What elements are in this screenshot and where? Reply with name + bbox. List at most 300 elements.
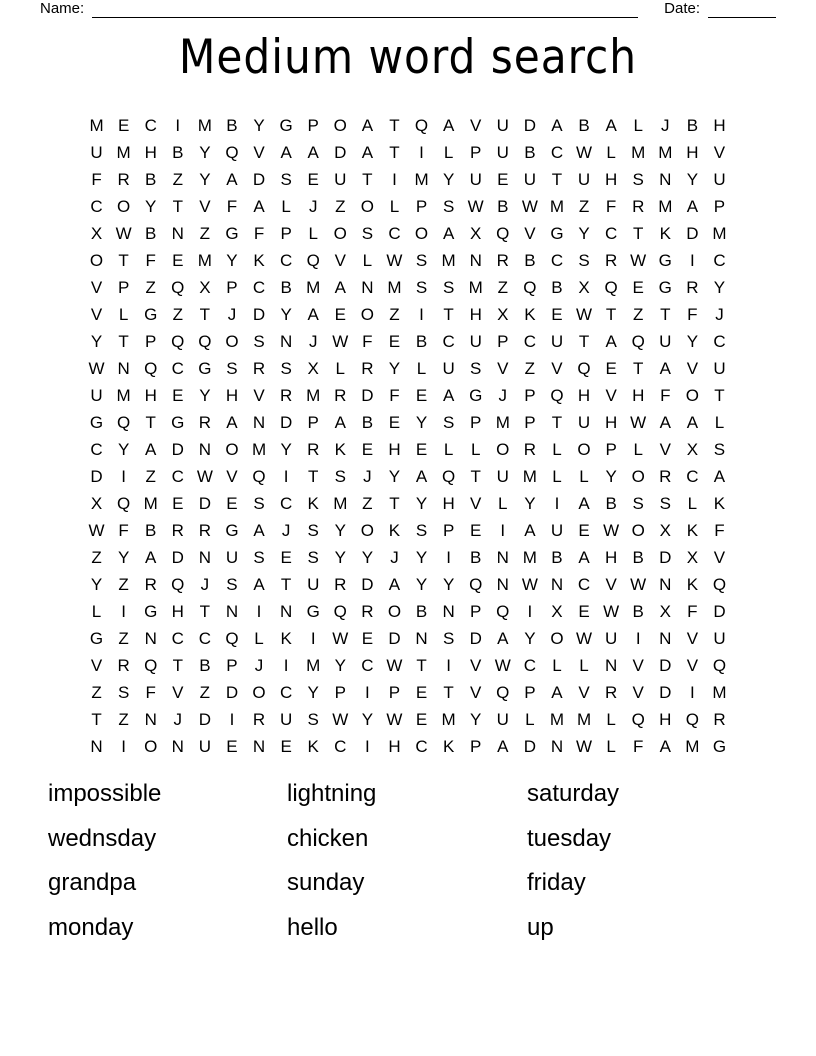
grid-letter: I bbox=[419, 305, 424, 324]
grid-letter: V bbox=[605, 575, 617, 594]
grid-letter: I bbox=[635, 629, 641, 648]
grid-letter: Y bbox=[686, 170, 699, 189]
grid-letter: C bbox=[415, 737, 428, 756]
grid-letter: D bbox=[171, 440, 184, 459]
grid-letter: J bbox=[661, 116, 670, 135]
grid-letter: K bbox=[307, 494, 319, 513]
grid-letter: Q bbox=[117, 413, 131, 432]
grid-letter: U bbox=[279, 710, 293, 729]
grid-letter: V bbox=[524, 224, 536, 243]
grid-letter: M bbox=[576, 710, 592, 729]
grid-letter: P bbox=[470, 413, 482, 432]
grid-letter: V bbox=[605, 386, 617, 405]
grid-letter: H bbox=[144, 143, 157, 162]
grid-letter: V bbox=[470, 116, 482, 135]
grid-letter: I bbox=[446, 548, 451, 567]
grid-letter: P bbox=[605, 440, 617, 459]
word-list-item: chicken bbox=[287, 824, 369, 852]
grid-letter: R bbox=[198, 521, 211, 540]
grid-letter: O bbox=[496, 440, 510, 459]
grid-letter: Q bbox=[171, 278, 185, 297]
grid-letter: U bbox=[90, 143, 103, 162]
grid-letter: Y bbox=[253, 116, 265, 135]
grid-letter: N bbox=[659, 575, 672, 594]
grid-letter: V bbox=[334, 251, 346, 270]
grid-letter: Q bbox=[225, 629, 239, 648]
grid-letter: R bbox=[334, 575, 347, 594]
name-label: Name: bbox=[40, 0, 85, 17]
grid-letter: N bbox=[171, 224, 184, 243]
grid-letter: A bbox=[578, 494, 590, 513]
grid-letter: Y bbox=[280, 440, 292, 459]
grid-letter: T bbox=[416, 656, 427, 675]
grid-letter: A bbox=[253, 521, 265, 540]
grid-letter: A bbox=[145, 548, 157, 567]
grid-letter: W bbox=[386, 656, 403, 675]
grid-letter: R bbox=[252, 710, 266, 729]
grid-letter: E bbox=[226, 494, 238, 513]
word-list-item: tuesday bbox=[527, 824, 612, 852]
grid-letter: H bbox=[469, 305, 482, 324]
grid-letter: L bbox=[633, 116, 643, 135]
grid-letter: M bbox=[116, 386, 131, 405]
grid-letter: R bbox=[198, 413, 211, 432]
grid-letter: X bbox=[551, 602, 563, 621]
grid-letter: D bbox=[225, 683, 239, 702]
grid-letter: E bbox=[334, 305, 346, 324]
grid-letter: A bbox=[388, 575, 401, 594]
grid-letter: M bbox=[387, 278, 402, 297]
grid-letter: U bbox=[90, 386, 103, 405]
grid-letter: O bbox=[414, 224, 429, 243]
grid-letter: P bbox=[280, 224, 292, 243]
grid-letter: W bbox=[521, 575, 538, 594]
grid-letter: S bbox=[361, 224, 374, 243]
grid-letter: K bbox=[253, 251, 265, 270]
grid-letter: P bbox=[470, 602, 482, 621]
grid-letter: R bbox=[144, 575, 157, 594]
grid-letter: R bbox=[632, 197, 645, 216]
grid-letter: W bbox=[88, 521, 105, 540]
grid-letter: O bbox=[360, 521, 374, 540]
grid-letter: W bbox=[630, 413, 647, 432]
grid-letter: R bbox=[686, 278, 699, 297]
grid-letter: P bbox=[524, 386, 536, 405]
grid-letter: G bbox=[144, 305, 158, 324]
grid-letter: F bbox=[389, 386, 400, 405]
grid-letter: N bbox=[279, 602, 293, 621]
grid-letter: W bbox=[521, 197, 538, 216]
grid-letter: F bbox=[253, 224, 265, 243]
grid-letter: N bbox=[361, 278, 374, 297]
word-list-item: wednsday bbox=[48, 824, 157, 852]
grid-letter: T bbox=[118, 332, 129, 351]
grid-letter: D bbox=[361, 575, 374, 594]
grid-letter: M bbox=[414, 170, 429, 189]
grid-letter: S bbox=[253, 548, 265, 567]
grid-letter: S bbox=[253, 332, 265, 351]
grid-letter: U bbox=[550, 521, 564, 540]
grid-letter: Y bbox=[117, 440, 130, 459]
grid-letter: U bbox=[604, 629, 618, 648]
grid-letter: Y bbox=[199, 143, 211, 162]
grid-letter: S bbox=[280, 170, 292, 189]
grid-letter: D bbox=[686, 224, 699, 243]
grid-letter: U bbox=[469, 332, 482, 351]
grid-letter: V bbox=[253, 386, 265, 405]
grid-letter: V bbox=[470, 683, 482, 702]
grid-letter: T bbox=[389, 494, 400, 513]
grid-letter: C bbox=[713, 332, 726, 351]
grid-letter: I bbox=[365, 683, 370, 702]
grid-letter: A bbox=[497, 737, 509, 756]
grid-letter: C bbox=[171, 467, 184, 486]
grid-letter: W bbox=[630, 251, 647, 270]
grid-letter: I bbox=[527, 602, 533, 621]
grid-letter: T bbox=[605, 305, 617, 324]
grid-letter: X bbox=[470, 224, 482, 243]
grid-letter: Z bbox=[91, 683, 102, 702]
grid-letter: Y bbox=[415, 413, 428, 432]
grid-letter: Q bbox=[577, 359, 591, 378]
grid-letter: P bbox=[713, 197, 726, 216]
grid-letter: B bbox=[226, 116, 238, 135]
grid-letter: M bbox=[549, 710, 565, 729]
grid-letter: B bbox=[686, 116, 699, 135]
grid-letter: F bbox=[91, 170, 102, 189]
grid-letter: L bbox=[525, 710, 535, 729]
grid-letter: M bbox=[631, 143, 646, 162]
grid-letter: M bbox=[495, 413, 510, 432]
grid-letter: Q bbox=[523, 278, 537, 297]
grid-letter: V bbox=[497, 359, 509, 378]
grid-letter: T bbox=[280, 575, 292, 594]
grid-letter: L bbox=[498, 494, 508, 513]
grid-letter: M bbox=[549, 197, 565, 216]
grid-letter: J bbox=[308, 332, 318, 351]
grid-letter: L bbox=[552, 467, 562, 486]
grid-letter: U bbox=[577, 170, 591, 189]
grid-letter: W bbox=[332, 332, 349, 351]
grid-letter: J bbox=[173, 710, 183, 729]
grid-letter: S bbox=[442, 629, 455, 648]
grid-letter: A bbox=[497, 629, 509, 648]
grid-letter: R bbox=[307, 440, 320, 459]
grid-letter: L bbox=[714, 413, 725, 432]
grid-letter: Q bbox=[333, 602, 347, 621]
grid-letter: R bbox=[496, 251, 509, 270]
grid-letter: E bbox=[280, 737, 292, 756]
grid-letter: A bbox=[307, 143, 319, 162]
grid-letter: J bbox=[308, 197, 318, 216]
grid-letter: Y bbox=[605, 467, 617, 486]
grid-letter: I bbox=[121, 602, 126, 621]
grid-letter: M bbox=[658, 143, 673, 162]
grid-letter: S bbox=[632, 494, 644, 513]
word-list-item: grandpa bbox=[48, 869, 137, 896]
grid-letter: L bbox=[552, 656, 562, 675]
grid-letter: D bbox=[469, 629, 482, 648]
grid-letter: C bbox=[388, 224, 401, 243]
grid-letter: L bbox=[633, 440, 643, 459]
grid-letter: E bbox=[415, 683, 428, 702]
grid-letter: C bbox=[334, 737, 347, 756]
grid-letter: Y bbox=[199, 386, 211, 405]
grid-letter: C bbox=[171, 359, 184, 378]
grid-letter: N bbox=[279, 332, 293, 351]
grid-letter: T bbox=[199, 602, 211, 621]
word-list-item: saturday bbox=[527, 780, 620, 807]
grid-letter: L bbox=[389, 197, 400, 216]
grid-letter: C bbox=[604, 224, 618, 243]
grid-letter: V bbox=[253, 143, 265, 162]
grid-letter: E bbox=[361, 440, 374, 459]
grid-letter: M bbox=[712, 683, 727, 702]
grid-letter: I bbox=[121, 737, 126, 756]
grid-letter: H bbox=[388, 737, 401, 756]
grid-letter: G bbox=[550, 224, 564, 243]
grid-letter: I bbox=[690, 683, 695, 702]
grid-letter: N bbox=[252, 737, 266, 756]
grid-letter: K bbox=[280, 629, 292, 648]
grid-letter: N bbox=[117, 359, 130, 378]
grid-letter: W bbox=[603, 602, 620, 621]
grid-letter: O bbox=[225, 440, 239, 459]
grid-letter: P bbox=[145, 332, 157, 351]
grid-letter: L bbox=[281, 197, 291, 216]
grid-letter: L bbox=[91, 602, 102, 621]
grid-letter: R bbox=[361, 602, 374, 621]
grid-letter: L bbox=[335, 359, 346, 378]
grid-letter: H bbox=[686, 143, 699, 162]
date-label: Date: bbox=[664, 0, 700, 17]
grid-letter: E bbox=[497, 170, 509, 189]
grid-letter: M bbox=[441, 251, 456, 270]
grid-letter: R bbox=[604, 683, 618, 702]
grid-letter: M bbox=[685, 737, 700, 756]
word-list bbox=[48, 772, 770, 950]
grid-letter: W bbox=[88, 359, 105, 378]
grid-letter: R bbox=[713, 710, 726, 729]
grid-letter: Q bbox=[414, 116, 429, 135]
grid-letter: Z bbox=[91, 548, 102, 567]
grid-letter: U bbox=[713, 359, 726, 378]
grid-letter: O bbox=[631, 521, 645, 540]
grid-letter: T bbox=[443, 305, 454, 324]
grid-letter: L bbox=[687, 494, 698, 513]
grid-letter: W bbox=[332, 710, 349, 729]
grid-letter: C bbox=[171, 629, 184, 648]
grid-letter: V bbox=[90, 305, 103, 324]
grid-letter: I bbox=[446, 656, 451, 675]
grid-letter: Q bbox=[685, 710, 699, 729]
grid-letter: J bbox=[390, 548, 399, 567]
grid-letter: B bbox=[524, 143, 536, 162]
grid-letter: T bbox=[470, 467, 481, 486]
grid-letter: P bbox=[415, 197, 428, 216]
grid-letter: E bbox=[280, 548, 292, 567]
grid-letter: C bbox=[713, 251, 726, 270]
grid-letter: W bbox=[576, 143, 593, 162]
grid-letter: B bbox=[632, 548, 644, 567]
grid-letter: Z bbox=[362, 494, 373, 513]
grid-letter: Q bbox=[171, 575, 185, 594]
grid-letter: V bbox=[713, 143, 726, 162]
grid-letter: T bbox=[172, 656, 183, 675]
grid-letter: Z bbox=[118, 629, 129, 648]
grid-letter: E bbox=[388, 332, 401, 351]
grid-letter: S bbox=[470, 359, 482, 378]
grid-letter: Z bbox=[145, 278, 156, 297]
grid-letter: A bbox=[307, 305, 319, 324]
grid-letter: E bbox=[415, 440, 428, 459]
grid-letter: T bbox=[633, 224, 644, 243]
grid-letter: E bbox=[172, 386, 184, 405]
grid-letter: S bbox=[280, 359, 292, 378]
grid-letter: L bbox=[470, 440, 481, 459]
header-row bbox=[40, 0, 776, 18]
grid-letter: I bbox=[229, 710, 235, 729]
grid-letter: V bbox=[659, 440, 671, 459]
grid-letter: B bbox=[172, 143, 184, 162]
date-line bbox=[708, 2, 776, 18]
grid-letter: M bbox=[143, 494, 158, 513]
grid-letter: M bbox=[522, 548, 537, 567]
grid-letter: V bbox=[632, 683, 644, 702]
grid-letter: U bbox=[496, 467, 509, 486]
grid-letter: S bbox=[713, 440, 726, 459]
grid-letter: J bbox=[227, 305, 237, 324]
grid-letter: P bbox=[334, 683, 346, 702]
grid-letter: T bbox=[389, 116, 400, 135]
grid-letter: O bbox=[333, 116, 347, 135]
grid-letter: Q bbox=[496, 602, 510, 621]
grid-letter: M bbox=[306, 386, 321, 405]
grid-letter: R bbox=[361, 359, 374, 378]
grid-letter: Q bbox=[496, 224, 510, 243]
grid-letter: U bbox=[496, 116, 509, 135]
grid-letter: U bbox=[496, 710, 509, 729]
grid-letter: G bbox=[171, 413, 185, 432]
word-list-item: hello bbox=[287, 913, 338, 941]
grid-letter: W bbox=[576, 629, 593, 648]
grid-letter: R bbox=[659, 467, 672, 486]
grid-letter: O bbox=[144, 737, 158, 756]
grid-letter: N bbox=[90, 737, 103, 756]
grid-letter: M bbox=[441, 710, 456, 729]
page-title: Medium word search bbox=[178, 30, 638, 85]
grid-letter: O bbox=[360, 197, 374, 216]
grid-letter: C bbox=[90, 197, 103, 216]
grid-letter: A bbox=[442, 116, 455, 135]
grid-letter: D bbox=[659, 656, 672, 675]
grid-letter: Q bbox=[198, 332, 212, 351]
grid-letter: I bbox=[283, 467, 289, 486]
grid-letter: H bbox=[388, 440, 401, 459]
grid-letter: M bbox=[658, 197, 673, 216]
word-list-item: friday bbox=[527, 869, 586, 896]
grid-letter: C bbox=[361, 656, 374, 675]
grid-letter: L bbox=[579, 656, 589, 675]
grid-letter: G bbox=[306, 602, 320, 621]
grid-letter: A bbox=[524, 521, 536, 540]
grid-letter: X bbox=[659, 602, 671, 621]
grid-letter: H bbox=[659, 710, 672, 729]
grid-letter: D bbox=[198, 494, 211, 513]
grid-letter: Y bbox=[470, 710, 482, 729]
grid-letter: Y bbox=[415, 494, 428, 513]
grid-letter: F bbox=[145, 251, 156, 270]
grid-letter: Y bbox=[307, 683, 319, 702]
grid-letter: H bbox=[144, 386, 157, 405]
grid-letter: F bbox=[118, 521, 129, 540]
grid-letter: E bbox=[117, 116, 130, 135]
grid-letter: C bbox=[686, 467, 699, 486]
grid-letter: X bbox=[578, 278, 590, 297]
grid-letter: V bbox=[686, 629, 699, 648]
grid-letter: N bbox=[604, 656, 618, 675]
grid-letter: Q bbox=[712, 656, 727, 675]
grid-letter: A bbox=[253, 197, 265, 216]
grid-letter: K bbox=[388, 521, 401, 540]
grid-letter: A bbox=[442, 224, 455, 243]
word-list-item: up bbox=[527, 913, 554, 941]
grid-letter: L bbox=[552, 440, 562, 459]
grid-letter: I bbox=[310, 629, 316, 648]
grid-letter: D bbox=[334, 143, 347, 162]
grid-letter: S bbox=[226, 359, 238, 378]
grid-letter: E bbox=[578, 521, 590, 540]
grid-letter: C bbox=[90, 440, 103, 459]
grid-letter: L bbox=[254, 629, 264, 648]
grid-letter: C bbox=[279, 683, 293, 702]
grid-letter: S bbox=[632, 170, 644, 189]
grid-letter: U bbox=[469, 170, 482, 189]
grid-letter: F bbox=[605, 197, 617, 216]
grid-letter: E bbox=[307, 170, 319, 189]
grid-letter: Y bbox=[361, 710, 374, 729]
grid-letter: C bbox=[523, 332, 536, 351]
grid-letter: H bbox=[577, 386, 591, 405]
grid-letter: A bbox=[605, 332, 617, 351]
word-list-column bbox=[48, 772, 287, 950]
grid-letter: T bbox=[172, 197, 183, 216]
grid-letter: Y bbox=[117, 548, 130, 567]
grid-letter: E bbox=[578, 602, 590, 621]
grid-letter: N bbox=[144, 710, 157, 729]
grid-letter: N bbox=[415, 629, 428, 648]
grid-letter: M bbox=[468, 278, 483, 297]
grid-letter: A bbox=[605, 116, 617, 135]
grid-letter: W bbox=[603, 521, 620, 540]
grid-letter: P bbox=[442, 521, 455, 540]
grid-letter: R bbox=[117, 656, 130, 675]
grid-letter: Q bbox=[604, 278, 618, 297]
grid-letter: I bbox=[392, 170, 397, 189]
grid-letter: L bbox=[606, 710, 616, 729]
grid-letter: D bbox=[252, 305, 266, 324]
grid-letter: S bbox=[659, 494, 671, 513]
grid-letter: N bbox=[550, 575, 564, 594]
grid-letter: U bbox=[577, 413, 591, 432]
grid-letter: W bbox=[386, 251, 403, 270]
grid-letter: G bbox=[225, 224, 239, 243]
grid-letter: T bbox=[633, 359, 644, 378]
grid-letter: O bbox=[360, 305, 374, 324]
grid-letter: Y bbox=[713, 278, 726, 297]
grid-letter: N bbox=[659, 629, 672, 648]
grid-letter: E bbox=[415, 710, 428, 729]
